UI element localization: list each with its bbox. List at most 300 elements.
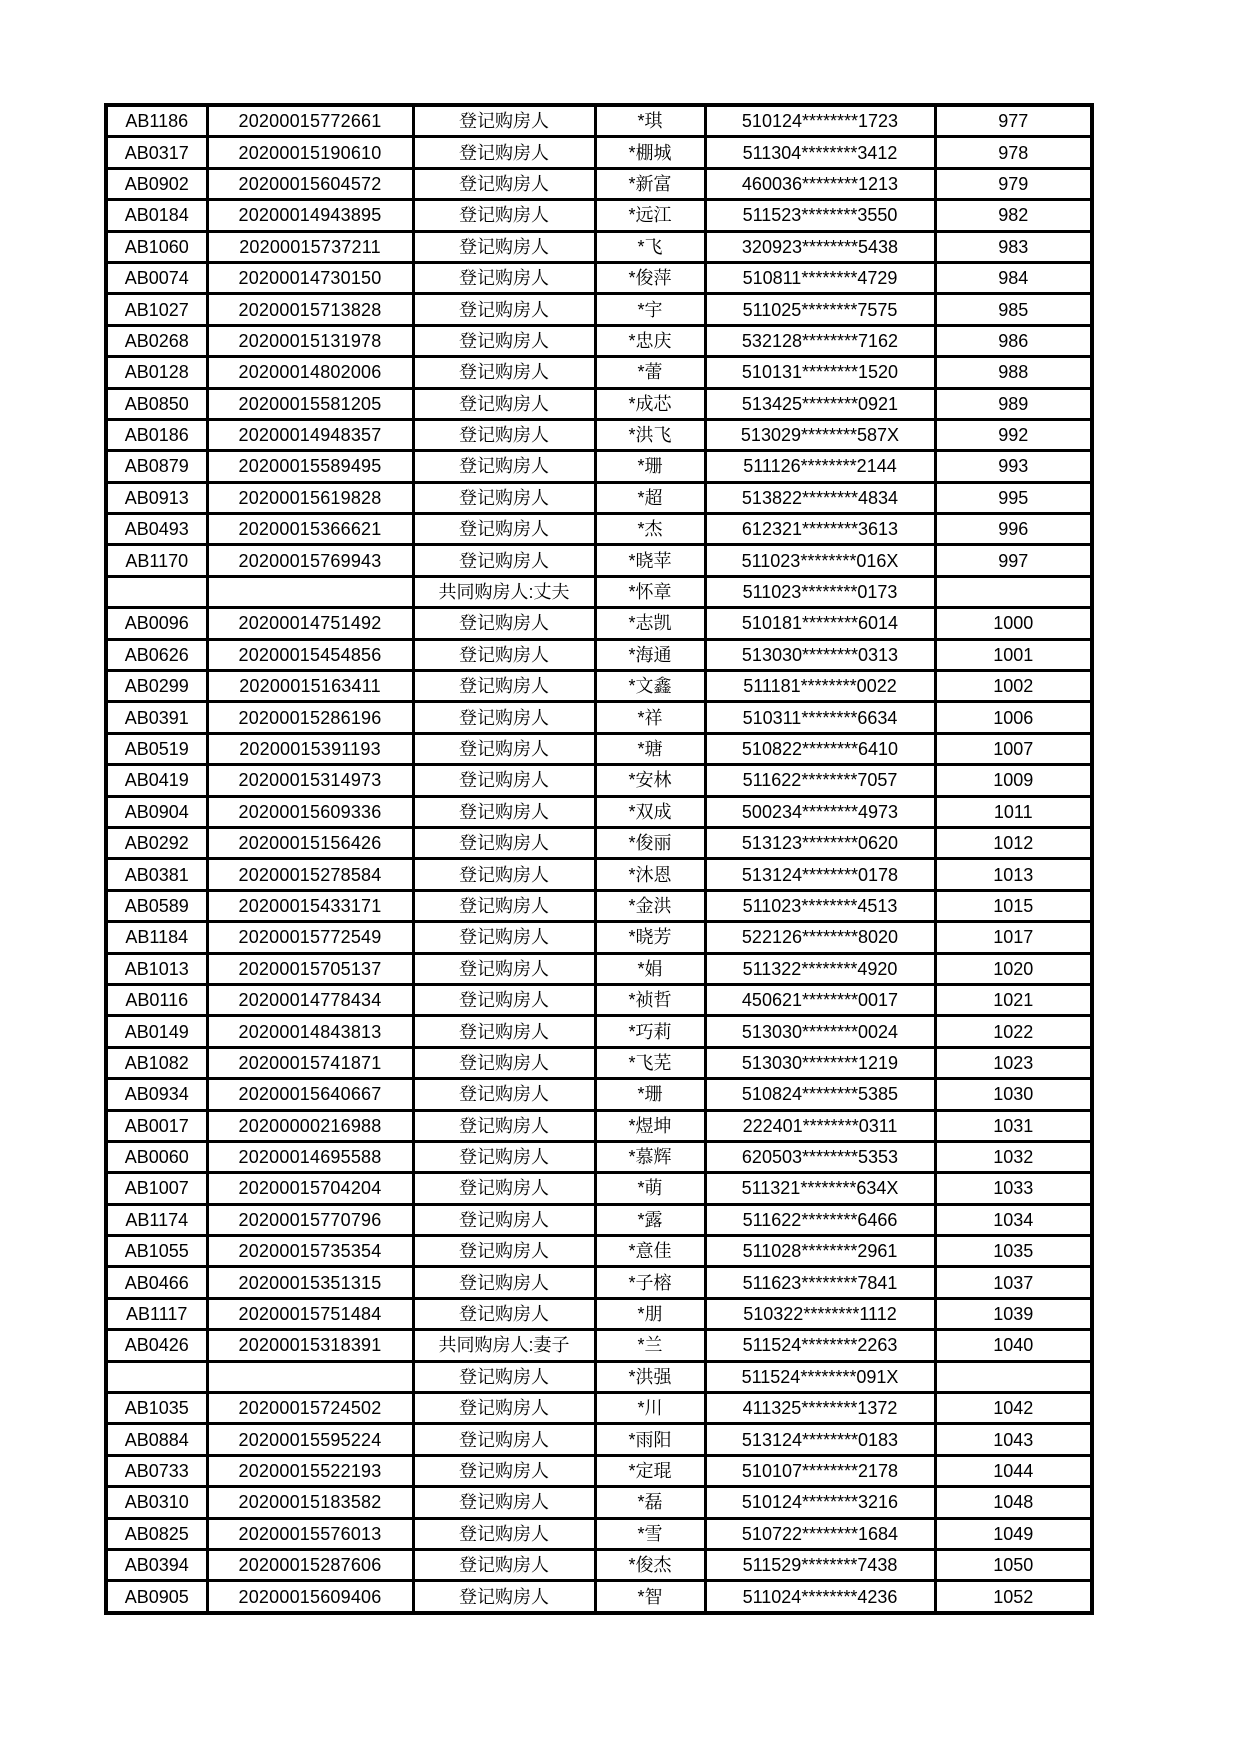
- cell-name: *棚城: [595, 137, 705, 168]
- table-row: [106, 827, 1092, 858]
- cell-name: *朋: [595, 1298, 705, 1329]
- cell-seq: 1039: [935, 1298, 1092, 1329]
- cell-name: *志凯: [595, 608, 705, 639]
- cell-code: AB0128: [106, 357, 207, 388]
- cell-seq: 989: [935, 388, 1092, 419]
- table-row: [106, 984, 1092, 1015]
- cell-serial: 20200015314973: [207, 765, 413, 796]
- cell-code: AB0902: [106, 168, 207, 199]
- cell-name: *煜坤: [595, 1110, 705, 1141]
- table-row: [106, 1110, 1092, 1141]
- cell-seq: 992: [935, 419, 1092, 450]
- cell-role: 登记购房人: [413, 1393, 595, 1424]
- cell-id_masked: 510124********3216: [705, 1487, 935, 1518]
- cell-serial: 20200015454856: [207, 639, 413, 670]
- table-row: [106, 1079, 1092, 1110]
- table-row: [106, 482, 1092, 513]
- cell-serial: 20200015751484: [207, 1298, 413, 1329]
- cell-role: 登记购房人: [413, 859, 595, 890]
- table-row: [106, 262, 1092, 293]
- cell-name: *忠庆: [595, 325, 705, 356]
- cell-seq: 995: [935, 482, 1092, 513]
- cell-serial: 20200014730150: [207, 262, 413, 293]
- cell-id_masked: 411325********1372: [705, 1393, 935, 1424]
- cell-seq: 1030: [935, 1079, 1092, 1110]
- cell-seq: 1050: [935, 1549, 1092, 1580]
- cell-id_masked: 513123********0620: [705, 827, 935, 858]
- cell-code: AB0268: [106, 325, 207, 356]
- cell-serial: 20200014778434: [207, 984, 413, 1015]
- cell-seq: 1033: [935, 1173, 1092, 1204]
- cell-role: 登记购房人: [413, 765, 595, 796]
- cell-id_masked: 513030********1219: [705, 1047, 935, 1078]
- cell-id_masked: 510822********6410: [705, 733, 935, 764]
- cell-role: 登记购房人: [413, 137, 595, 168]
- cell-role: 登记购房人: [413, 482, 595, 513]
- table-row: [106, 325, 1092, 356]
- cell-code: AB1082: [106, 1047, 207, 1078]
- cell-serial: 20200014802006: [207, 357, 413, 388]
- cell-serial: 20200015318391: [207, 1330, 413, 1361]
- cell-name: *俊丽: [595, 827, 705, 858]
- cell-code: AB0299: [106, 671, 207, 702]
- cell-seq: 1037: [935, 1267, 1092, 1298]
- cell-serial: 20200015433171: [207, 890, 413, 921]
- cell-id_masked: 222401********0311: [705, 1110, 935, 1141]
- table-row: [106, 294, 1092, 325]
- cell-name: *祥: [595, 702, 705, 733]
- cell-id_masked: 511623********7841: [705, 1267, 935, 1298]
- cell-id_masked: 511524********091X: [705, 1361, 935, 1392]
- cell-name: *磊: [595, 1487, 705, 1518]
- cell-role: 登记购房人: [413, 953, 595, 984]
- cell-role: 登记购房人: [413, 1455, 595, 1486]
- cell-name: *金洪: [595, 890, 705, 921]
- cell-name: *洪强: [595, 1361, 705, 1392]
- cell-role: 登记购房人: [413, 1518, 595, 1549]
- cell-id_masked: 320923********5438: [705, 231, 935, 262]
- cell-code: AB0074: [106, 262, 207, 293]
- cell-id_masked: 510811********4729: [705, 262, 935, 293]
- cell-seq: 988: [935, 357, 1092, 388]
- cell-role: 登记购房人: [413, 514, 595, 545]
- cell-name: *文鑫: [595, 671, 705, 702]
- cell-code: AB0149: [106, 1016, 207, 1047]
- table-row: [106, 357, 1092, 388]
- cell-role: 登记购房人: [413, 200, 595, 231]
- cell-seq: 1013: [935, 859, 1092, 890]
- cell-seq: 1000: [935, 608, 1092, 639]
- table-row: [106, 231, 1092, 262]
- cell-serial: 20200015604572: [207, 168, 413, 199]
- table-row: [106, 1455, 1092, 1486]
- cell-serial: 20200015772661: [207, 105, 413, 137]
- cell-id_masked: 511023********0173: [705, 576, 935, 607]
- cell-role: 登记购房人: [413, 388, 595, 419]
- table-row: [106, 608, 1092, 639]
- cell-seq: 1011: [935, 796, 1092, 827]
- table-row: [106, 451, 1092, 482]
- table-row: [106, 953, 1092, 984]
- cell-seq: 982: [935, 200, 1092, 231]
- table-row: [106, 514, 1092, 545]
- cell-id_masked: 511322********4920: [705, 953, 935, 984]
- cell-serial: 20200015640667: [207, 1079, 413, 1110]
- cell-name: *珊: [595, 451, 705, 482]
- cell-serial: 20200015366621: [207, 514, 413, 545]
- cell-id_masked: 522126********8020: [705, 922, 935, 953]
- cell-serial: 20200015741871: [207, 1047, 413, 1078]
- cell-role: 登记购房人: [413, 890, 595, 921]
- cell-name: *杰: [595, 514, 705, 545]
- table-row: [106, 671, 1092, 702]
- cell-id_masked: 511622********7057: [705, 765, 935, 796]
- table-row: [106, 200, 1092, 231]
- cell-id_masked: 513029********587X: [705, 419, 935, 450]
- cell-serial: 20200015737211: [207, 231, 413, 262]
- cell-serial: 20200015278584: [207, 859, 413, 890]
- cell-role: 登记购房人: [413, 105, 595, 137]
- cell-name: *俊萍: [595, 262, 705, 293]
- cell-serial: 20200015595224: [207, 1424, 413, 1455]
- cell-seq: 1043: [935, 1424, 1092, 1455]
- cell-name: *祯哲: [595, 984, 705, 1015]
- cell-serial: 20200015705137: [207, 953, 413, 984]
- cell-serial: 20200015713828: [207, 294, 413, 325]
- cell-role: 登记购房人: [413, 639, 595, 670]
- cell-code: AB0733: [106, 1455, 207, 1486]
- cell-serial: 20200000216988: [207, 1110, 413, 1141]
- cell-serial: 20200015772549: [207, 922, 413, 953]
- cell-name: *意佳: [595, 1236, 705, 1267]
- cell-id_masked: 511024********4236: [705, 1581, 935, 1613]
- cell-role: 登记购房人: [413, 451, 595, 482]
- cell-role: 登记购房人: [413, 796, 595, 827]
- cell-serial: 20200015619828: [207, 482, 413, 513]
- cell-id_masked: 511321********634X: [705, 1173, 935, 1204]
- cell-name: *露: [595, 1204, 705, 1235]
- cell-serial: 20200014843813: [207, 1016, 413, 1047]
- cell-role: 登记购房人: [413, 1361, 595, 1392]
- cell-seq: 1022: [935, 1016, 1092, 1047]
- cell-name: *宇: [595, 294, 705, 325]
- cell-code: AB0589: [106, 890, 207, 921]
- table-row: [106, 859, 1092, 890]
- buyer-registry-table-body: [106, 105, 1092, 1613]
- cell-serial: 20200015163411: [207, 671, 413, 702]
- table-row: [106, 1236, 1092, 1267]
- cell-seq: [935, 576, 1092, 607]
- cell-code: AB0934: [106, 1079, 207, 1110]
- cell-role: 登记购房人: [413, 168, 595, 199]
- table-row: [106, 733, 1092, 764]
- cell-code: AB0905: [106, 1581, 207, 1613]
- cell-role: 登记购房人: [413, 357, 595, 388]
- table-row: [106, 1141, 1092, 1172]
- cell-role: 登记购房人: [413, 419, 595, 450]
- table-row: [106, 168, 1092, 199]
- cell-role: 登记购房人: [413, 1079, 595, 1110]
- cell-code: AB0017: [106, 1110, 207, 1141]
- table-row: [106, 1361, 1092, 1392]
- cell-serial: 20200015156426: [207, 827, 413, 858]
- cell-role: 登记购房人: [413, 733, 595, 764]
- cell-code: AB0060: [106, 1141, 207, 1172]
- cell-id_masked: 511023********4513: [705, 890, 935, 921]
- cell-seq: 1035: [935, 1236, 1092, 1267]
- cell-serial: [207, 1361, 413, 1392]
- cell-role: 登记购房人: [413, 231, 595, 262]
- cell-role: 登记购房人: [413, 1298, 595, 1329]
- cell-role: 登记购房人: [413, 1549, 595, 1580]
- table-row: [106, 1518, 1092, 1549]
- table-row: [106, 1204, 1092, 1235]
- cell-code: AB1013: [106, 953, 207, 984]
- cell-code: AB0850: [106, 388, 207, 419]
- cell-seq: 1001: [935, 639, 1092, 670]
- cell-name: *成芯: [595, 388, 705, 419]
- cell-code: AB0391: [106, 702, 207, 733]
- cell-code: AB1055: [106, 1236, 207, 1267]
- cell-code: AB0310: [106, 1487, 207, 1518]
- table-row: [106, 1581, 1092, 1613]
- cell-serial: 20200015183582: [207, 1487, 413, 1518]
- cell-role: 登记购房人: [413, 984, 595, 1015]
- cell-seq: 977: [935, 105, 1092, 137]
- table-row: [106, 639, 1092, 670]
- cell-role: 登记购房人: [413, 1487, 595, 1518]
- cell-name: *蕾: [595, 357, 705, 388]
- table-row: [106, 1298, 1092, 1329]
- cell-seq: 979: [935, 168, 1092, 199]
- cell-seq: 1040: [935, 1330, 1092, 1361]
- table-row: [106, 1424, 1092, 1455]
- cell-role: 共同购房人:丈夫: [413, 576, 595, 607]
- cell-code: AB1060: [106, 231, 207, 262]
- cell-id_masked: 510107********2178: [705, 1455, 935, 1486]
- table-row: [106, 1047, 1092, 1078]
- cell-code: AB0493: [106, 514, 207, 545]
- table-row: [106, 1393, 1092, 1424]
- cell-seq: 1031: [935, 1110, 1092, 1141]
- cell-id_masked: 511025********7575: [705, 294, 935, 325]
- cell-role: 登记购房人: [413, 294, 595, 325]
- cell-code: AB0904: [106, 796, 207, 827]
- cell-name: *娟: [595, 953, 705, 984]
- cell-id_masked: 612321********3613: [705, 514, 935, 545]
- cell-name: *瑭: [595, 733, 705, 764]
- cell-role: 登记购房人: [413, 1581, 595, 1613]
- cell-role: 共同购房人:妻子: [413, 1330, 595, 1361]
- cell-name: *晓芳: [595, 922, 705, 953]
- cell-id_masked: 511622********6466: [705, 1204, 935, 1235]
- cell-name: *兰: [595, 1330, 705, 1361]
- cell-serial: 20200015735354: [207, 1236, 413, 1267]
- cell-role: 登记购房人: [413, 1424, 595, 1455]
- cell-code: AB0884: [106, 1424, 207, 1455]
- cell-serial: 20200015522193: [207, 1455, 413, 1486]
- cell-id_masked: 450621********0017: [705, 984, 935, 1015]
- cell-id_masked: 511028********2961: [705, 1236, 935, 1267]
- cell-code: [106, 1361, 207, 1392]
- cell-id_masked: 513030********0024: [705, 1016, 935, 1047]
- table-row: [106, 890, 1092, 921]
- cell-seq: 1052: [935, 1581, 1092, 1613]
- cell-name: *定琨: [595, 1455, 705, 1486]
- cell-name: *晓苹: [595, 545, 705, 576]
- cell-seq: 1023: [935, 1047, 1092, 1078]
- cell-role: 登记购房人: [413, 1016, 595, 1047]
- cell-id_masked: 460036********1213: [705, 168, 935, 199]
- table-row: [106, 922, 1092, 953]
- cell-code: AB0184: [106, 200, 207, 231]
- cell-code: AB0626: [106, 639, 207, 670]
- cell-id_masked: 513124********0178: [705, 859, 935, 890]
- cell-serial: 20200015287606: [207, 1549, 413, 1580]
- cell-role: 登记购房人: [413, 922, 595, 953]
- cell-role: 登记购房人: [413, 1173, 595, 1204]
- cell-seq: 1020: [935, 953, 1092, 984]
- table-row: [106, 1330, 1092, 1361]
- cell-seq: 983: [935, 231, 1092, 262]
- cell-code: AB0292: [106, 827, 207, 858]
- table-row: [106, 545, 1092, 576]
- cell-code: AB1117: [106, 1298, 207, 1329]
- cell-serial: 20200015769943: [207, 545, 413, 576]
- table-row: [106, 1016, 1092, 1047]
- cell-id_masked: 510824********5385: [705, 1079, 935, 1110]
- cell-name: *海通: [595, 639, 705, 670]
- cell-role: 登记购房人: [413, 262, 595, 293]
- cell-role: 登记购房人: [413, 1047, 595, 1078]
- table-row: [106, 1173, 1092, 1204]
- cell-serial: 20200015351315: [207, 1267, 413, 1298]
- cell-id_masked: 513124********0183: [705, 1424, 935, 1455]
- cell-name: *雪: [595, 1518, 705, 1549]
- cell-role: 登记购房人: [413, 545, 595, 576]
- cell-role: 登记购房人: [413, 608, 595, 639]
- cell-code: AB1027: [106, 294, 207, 325]
- cell-seq: 1002: [935, 671, 1092, 702]
- cell-seq: 984: [935, 262, 1092, 293]
- cell-serial: 20200015609406: [207, 1581, 413, 1613]
- cell-code: AB1035: [106, 1393, 207, 1424]
- cell-name: *超: [595, 482, 705, 513]
- cell-role: 登记购房人: [413, 827, 595, 858]
- cell-serial: [207, 576, 413, 607]
- cell-code: AB0913: [106, 482, 207, 513]
- cell-code: AB1170: [106, 545, 207, 576]
- cell-role: 登记购房人: [413, 702, 595, 733]
- cell-name: *珊: [595, 1079, 705, 1110]
- cell-id_masked: 511023********016X: [705, 545, 935, 576]
- cell-name: *巧莉: [595, 1016, 705, 1047]
- cell-code: AB0116: [106, 984, 207, 1015]
- cell-id_masked: 511529********7438: [705, 1549, 935, 1580]
- cell-name: *川: [595, 1393, 705, 1424]
- cell-seq: 1048: [935, 1487, 1092, 1518]
- cell-seq: 993: [935, 451, 1092, 482]
- cell-name: *沐恩: [595, 859, 705, 890]
- table-row: [106, 765, 1092, 796]
- cell-seq: 1009: [935, 765, 1092, 796]
- cell-seq: 1042: [935, 1393, 1092, 1424]
- cell-seq: 1021: [935, 984, 1092, 1015]
- cell-code: AB0879: [106, 451, 207, 482]
- cell-name: *怀章: [595, 576, 705, 607]
- cell-role: 登记购房人: [413, 1110, 595, 1141]
- cell-role: 登记购房人: [413, 1236, 595, 1267]
- cell-serial: 20200015131978: [207, 325, 413, 356]
- cell-seq: [935, 1361, 1092, 1392]
- cell-id_masked: 510124********1723: [705, 105, 935, 137]
- table-row: [106, 105, 1092, 137]
- cell-id_masked: 513822********4834: [705, 482, 935, 513]
- cell-code: AB0426: [106, 1330, 207, 1361]
- cell-serial: 20200014943895: [207, 200, 413, 231]
- cell-name: *双成: [595, 796, 705, 827]
- cell-code: AB1174: [106, 1204, 207, 1235]
- cell-seq: 985: [935, 294, 1092, 325]
- cell-seq: 997: [935, 545, 1092, 576]
- cell-name: *飞: [595, 231, 705, 262]
- cell-name: *慕辉: [595, 1141, 705, 1172]
- cell-serial: 20200014751492: [207, 608, 413, 639]
- table-row: [106, 388, 1092, 419]
- cell-id_masked: 510181********6014: [705, 608, 935, 639]
- cell-seq: 1044: [935, 1455, 1092, 1486]
- cell-name: *智: [595, 1581, 705, 1613]
- cell-role: 登记购房人: [413, 1267, 595, 1298]
- cell-seq: 1015: [935, 890, 1092, 921]
- cell-seq: 1012: [935, 827, 1092, 858]
- cell-id_masked: 510131********1520: [705, 357, 935, 388]
- cell-code: AB1186: [106, 105, 207, 137]
- cell-id_masked: 511524********2263: [705, 1330, 935, 1361]
- cell-role: 登记购房人: [413, 671, 595, 702]
- cell-name: *子榕: [595, 1267, 705, 1298]
- table-row: [106, 419, 1092, 450]
- cell-name: *远江: [595, 200, 705, 231]
- cell-role: 登记购房人: [413, 1204, 595, 1235]
- cell-serial: 20200015581205: [207, 388, 413, 419]
- cell-serial: 20200015190610: [207, 137, 413, 168]
- cell-serial: 20200015770796: [207, 1204, 413, 1235]
- cell-serial: 20200015576013: [207, 1518, 413, 1549]
- cell-name: *安林: [595, 765, 705, 796]
- cell-role: 登记购房人: [413, 1141, 595, 1172]
- cell-name: *新富: [595, 168, 705, 199]
- cell-id_masked: 511126********2144: [705, 451, 935, 482]
- cell-seq: 1034: [935, 1204, 1092, 1235]
- cell-code: AB0317: [106, 137, 207, 168]
- cell-seq: 978: [935, 137, 1092, 168]
- cell-id_masked: 510722********1684: [705, 1518, 935, 1549]
- cell-serial: 20200014695588: [207, 1141, 413, 1172]
- cell-seq: 986: [935, 325, 1092, 356]
- cell-code: AB1007: [106, 1173, 207, 1204]
- cell-code: AB0096: [106, 608, 207, 639]
- buyer-registry-table: [104, 103, 1094, 1615]
- cell-serial: 20200015704204: [207, 1173, 413, 1204]
- cell-serial: 20200015589495: [207, 451, 413, 482]
- cell-serial: 20200015609336: [207, 796, 413, 827]
- cell-id_masked: 513425********0921: [705, 388, 935, 419]
- table-row: [106, 137, 1092, 168]
- cell-name: *飞芜: [595, 1047, 705, 1078]
- cell-seq: 1006: [935, 702, 1092, 733]
- cell-name: *雨阳: [595, 1424, 705, 1455]
